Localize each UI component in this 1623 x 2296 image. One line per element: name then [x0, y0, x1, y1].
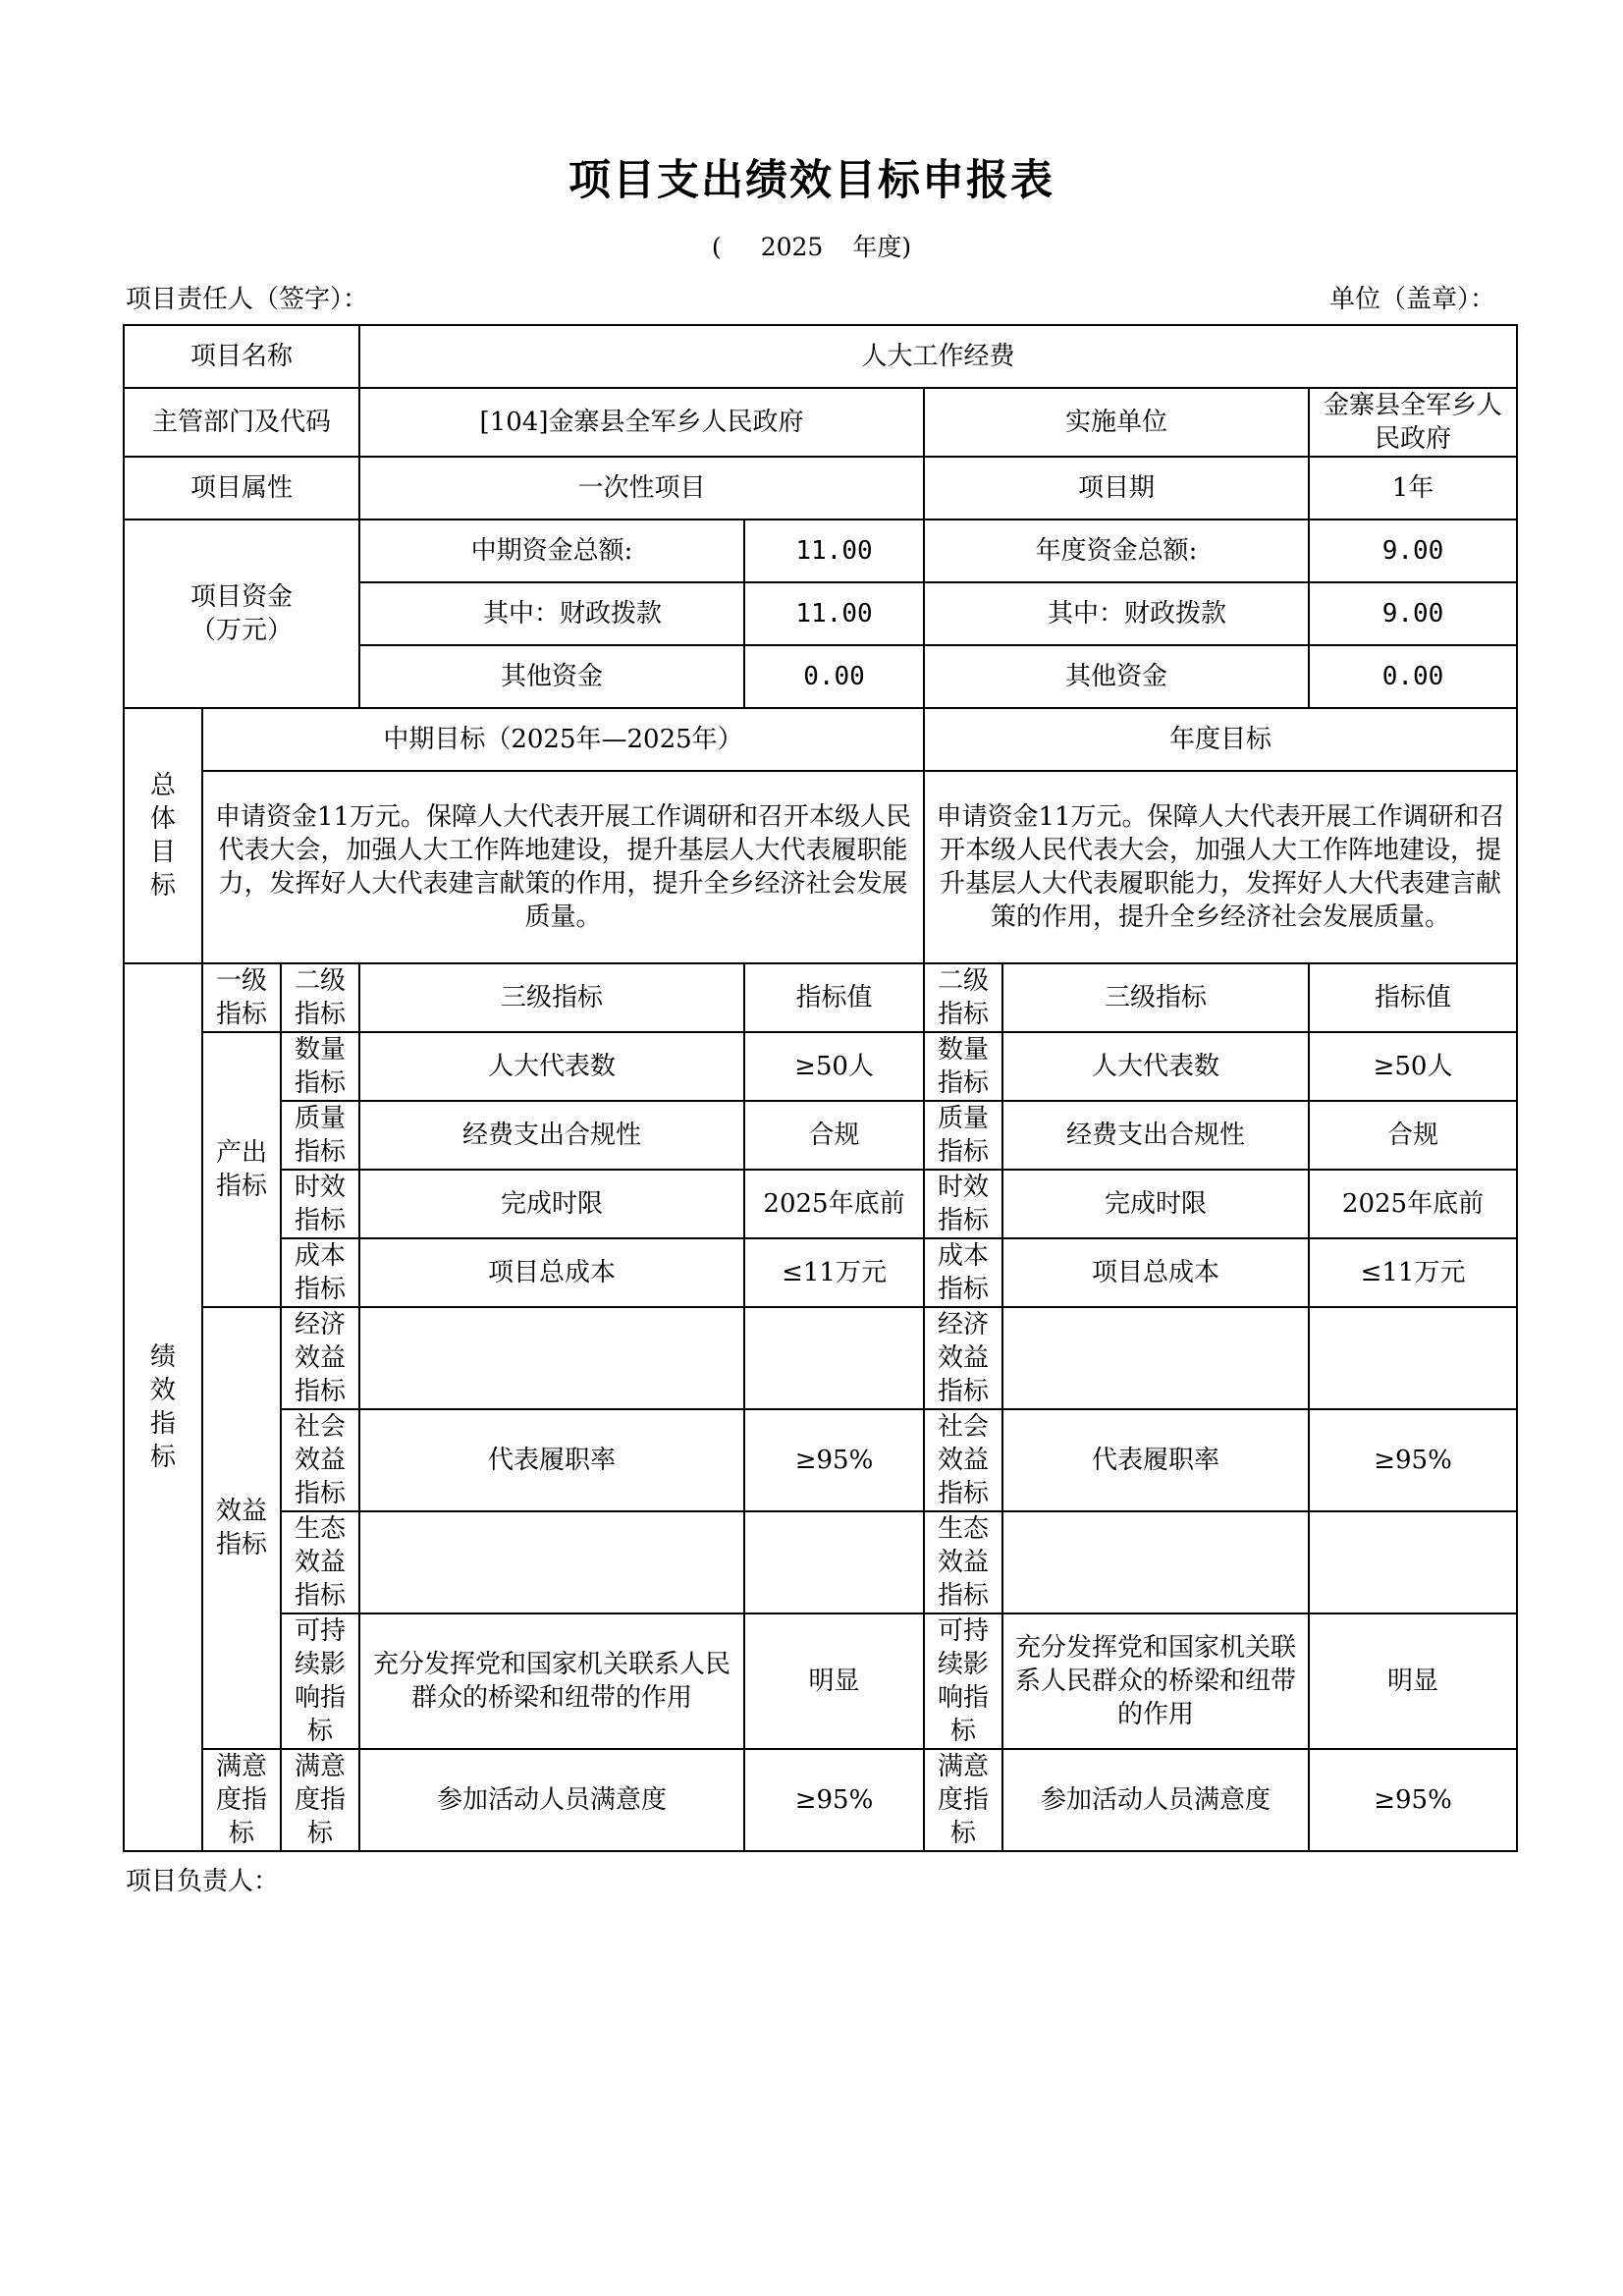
l2-timeliness-year: 时效指标: [924, 1170, 1002, 1238]
mid-total-label: 中期资金总额:: [359, 519, 744, 582]
l2-timeliness: 时效指标: [281, 1170, 359, 1238]
row-social: [124, 1409, 1517, 1511]
year-fiscal-label: 其中：财政拨款: [924, 582, 1309, 645]
year-satisfaction-value: ≥95%: [1309, 1749, 1517, 1851]
mid-goal-text: 申请资金11万元。保障人大代表开展工作调研和召开本级人民代表大会，加强人大工作阵地建设，提升基层人大代表履职能力，发挥好人大代表建言献策的作用，提升全乡经济社会发展质量。: [202, 771, 924, 963]
row-project-name: [124, 325, 1517, 388]
header-value-year: 指标值: [1309, 963, 1517, 1032]
mid-fiscal-value: 11.00: [744, 582, 924, 645]
year-economic-value: [1309, 1307, 1517, 1409]
period-value: 1年: [1309, 457, 1517, 519]
mid-sustainable-name: 充分发挥党和国家机关联系人民群众的桥梁和纽带的作用: [359, 1613, 744, 1749]
row-satisfaction: [124, 1749, 1517, 1851]
mid-economic-name: [359, 1307, 744, 1409]
year-sustainable-value: 明显: [1309, 1613, 1517, 1749]
row-sustainable: [124, 1613, 1517, 1749]
year-satisfaction-name: 参加活动人员满意度: [1002, 1749, 1309, 1851]
mid-fiscal-label: 其中：财政拨款: [359, 582, 744, 645]
attr-value: 一次性项目: [359, 457, 924, 519]
l2-social-year: 社会效益指标: [924, 1409, 1002, 1511]
header-level2-year: 二级指标: [924, 963, 1002, 1032]
year-cost-value: ≤11万元: [1309, 1238, 1517, 1307]
header-level3-year: 三级指标: [1002, 963, 1309, 1032]
footer-responsible-label: 项目负责人：: [126, 1867, 280, 1896]
year-open-paren: (: [711, 233, 722, 261]
mid-ecological-name: [359, 1511, 744, 1613]
page-title: 项目支出绩效目标申报表: [568, 156, 1055, 205]
period-label: 项目期: [924, 457, 1309, 519]
mid-total-value: 11.00: [744, 519, 924, 582]
header-value-mid: 指标值: [744, 963, 924, 1032]
year-total-label: 年度资金总额:: [924, 519, 1309, 582]
l2-sustainable: 可持续影响指标: [281, 1613, 359, 1749]
mid-quantity-value: ≥50人: [744, 1032, 924, 1101]
mid-other-label: 其他资金: [359, 645, 744, 708]
l2-ecological-year: 生态效益指标: [924, 1511, 1002, 1613]
mid-satisfaction-value: ≥95%: [744, 1749, 924, 1851]
l2-quality: 质量指标: [281, 1101, 359, 1170]
project-name-label: 项目名称: [124, 325, 359, 388]
impl-unit-value: 金寨县全军乡人民政府: [1309, 388, 1517, 457]
mid-sustainable-value: 明显: [744, 1613, 924, 1749]
performance-target-table: [123, 324, 1518, 1852]
row-economic: [124, 1307, 1517, 1409]
output-label: 产出指标: [202, 1032, 281, 1307]
year-fiscal-value: 9.00: [1309, 582, 1517, 645]
year-social-name: 代表履职率: [1002, 1409, 1309, 1511]
mid-cost-name: 项目总成本: [359, 1238, 744, 1307]
year-label: 年度): [852, 233, 912, 261]
unit-seal-label: 单位（盖章）：: [1328, 285, 1495, 314]
mid-timeliness-value: 2025年底前: [744, 1170, 924, 1238]
impl-unit-label: 实施单位: [924, 388, 1309, 457]
mid-cost-value: ≤11万元: [744, 1238, 924, 1307]
year-quality-name: 经费支出合规性: [1002, 1101, 1309, 1170]
year-sustainable-name: 充分发挥党和国家机关联系人民群众的桥梁和纽带的作用: [1002, 1613, 1309, 1749]
year-social-value: ≥95%: [1309, 1409, 1517, 1511]
dept-label: 主管部门及代码: [124, 388, 359, 457]
mid-other-value: 0.00: [744, 645, 924, 708]
l2-social: 社会效益指标: [281, 1409, 359, 1511]
year-ecological-name: [1002, 1511, 1309, 1613]
mid-quantity-name: 人大代表数: [359, 1032, 744, 1101]
mid-social-name: 代表履职率: [359, 1409, 744, 1511]
satisfaction-label: 满意度指标: [202, 1749, 281, 1851]
header-level2: 二级指标: [281, 963, 359, 1032]
row-goals-text: [124, 771, 1517, 963]
row-indicator-header: [124, 963, 1517, 1032]
l2-sustainable-year: 可持续影响指标: [924, 1613, 1002, 1749]
year-goal-header: 年度目标: [924, 708, 1517, 771]
mid-economic-value: [744, 1307, 924, 1409]
mid-ecological-value: [744, 1511, 924, 1613]
year-quantity-value: ≥50人: [1309, 1032, 1517, 1101]
mid-goal-header: 中期目标（2025年—2025年）: [202, 708, 924, 771]
l2-economic-year: 经济效益指标: [924, 1307, 1002, 1409]
row-funds-total: [124, 519, 1517, 582]
goals-label: 总体目标: [124, 708, 202, 963]
indicators-label: 绩效指标: [124, 963, 202, 1851]
mid-quality-name: 经费支出合规性: [359, 1101, 744, 1170]
year-quality-value: 合规: [1309, 1101, 1517, 1170]
l2-quality-year: 质量指标: [924, 1101, 1002, 1170]
l2-cost-year: 成本指标: [924, 1238, 1002, 1307]
benefit-label: 效益指标: [202, 1307, 281, 1749]
l2-quantity: 数量指标: [281, 1032, 359, 1101]
signer-label: 项目责任人（签字）：: [126, 285, 369, 314]
row-ecological: [124, 1511, 1517, 1613]
row-attribute: [124, 457, 1517, 519]
l2-satisfaction: 满意度指标: [281, 1749, 359, 1851]
mid-social-value: ≥95%: [744, 1409, 924, 1511]
row-cost: [124, 1238, 1517, 1307]
l2-ecological: 生态效益指标: [281, 1511, 359, 1613]
mid-quality-value: 合规: [744, 1101, 924, 1170]
header-level1: 一级指标: [202, 963, 281, 1032]
year-timeliness-value: 2025年底前: [1309, 1170, 1517, 1238]
row-timeliness: [124, 1170, 1517, 1238]
project-name-value: 人大工作经费: [359, 325, 1517, 388]
funds-label: 项目资金（万元）: [124, 519, 359, 708]
row-quantity: [124, 1032, 1517, 1101]
year-quantity-name: 人大代表数: [1002, 1032, 1309, 1101]
dept-value: [104]金寨县全军乡人民政府: [359, 388, 924, 457]
year-goal-text: 申请资金11万元。保障人大代表开展工作调研和召开本级人民代表大会，加强人大工作阵地建设，提升基层人大代表履职能力，发挥好人大代表建言献策的作用，提升全乡经济社会发展质量。: [924, 771, 1517, 963]
row-quality: [124, 1101, 1517, 1170]
attr-label: 项目属性: [124, 457, 359, 519]
l2-satisfaction-year: 满意度指标: [924, 1749, 1002, 1851]
l2-economic: 经济效益指标: [281, 1307, 359, 1409]
row-goals-header: [124, 708, 1517, 771]
year-ecological-value: [1309, 1511, 1517, 1613]
mid-satisfaction-name: 参加活动人员满意度: [359, 1749, 744, 1851]
header-level3-mid: 三级指标: [359, 963, 744, 1032]
year-value: 2025: [760, 233, 824, 261]
fiscal-year: [0, 228, 1623, 263]
mid-timeliness-name: 完成时限: [359, 1170, 744, 1238]
year-economic-name: [1002, 1307, 1309, 1409]
year-other-label: 其他资金: [924, 645, 1309, 708]
l2-cost: 成本指标: [281, 1238, 359, 1307]
year-total-value: 9.00: [1309, 519, 1517, 582]
row-department: [124, 388, 1517, 457]
l2-quantity-year: 数量指标: [924, 1032, 1002, 1101]
year-other-value: 0.00: [1309, 645, 1517, 708]
year-timeliness-name: 完成时限: [1002, 1170, 1309, 1238]
year-cost-name: 项目总成本: [1002, 1238, 1309, 1307]
